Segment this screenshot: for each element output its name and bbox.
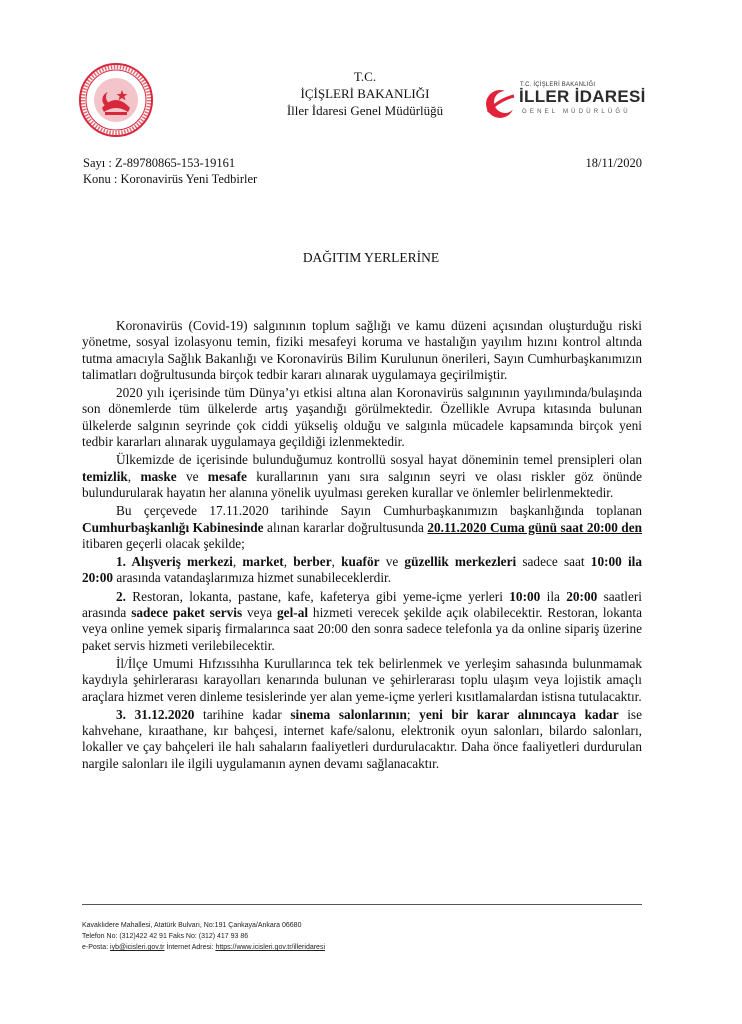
footer-address: Kavaklıdere Mahallesi, Atatürk Bulvarı, No:191 Çankaya/Ankara 06680 [82, 922, 302, 929]
header-ministry: İÇİŞLERİ BAKANLIĞI [300, 86, 430, 101]
logo-sub-text: GENEL MÜDÜRLÜĞÜ [522, 109, 631, 115]
paragraph-5: 1. Alışveriş merkezi, market, berber, kuaför ve güzellik merkezleri sadece saat 10:00 ila 20:00 arasında vatandaşlarımıza hizmet sunabileceklerdir. [82, 554, 643, 586]
ministry-header [250, 68, 480, 119]
email-link[interactable]: iyb@icisleri.gov.tr [110, 944, 165, 951]
document-body [82, 318, 642, 774]
distribution-title: DAĞITIM YERLERİNE [302, 250, 440, 265]
footer [82, 920, 325, 953]
paragraph-7: İl/İlçe Umumi Hıfzıssıhha Kurullarınca tek tek belirlenmek ve yerleşim sahasında bulunmamak kaydıyla şehirlerarası karayolları kenarında bulunan ve şehirlerarası toplu ulaşım veya lojistik amaçlı araçlara hizmet veren dinleme tesislerinde yer alan yeme-içme yerleri kısıtlamalardan istisna tutulacaktır. [82, 655, 642, 704]
document-subject: Konu : Koronavirüs Yeni Tedbirler [83, 172, 258, 186]
logo-top-text: T.C. İÇİŞLERİ BAKANLIĞI [520, 82, 596, 88]
footer-contact: e-Posta: iyb@icisleri.gov.tr İnternet Adresi: https://www.icisleri.gov.tr/illeridaresi [82, 944, 326, 951]
website-link[interactable]: https://www.icisleri.gov.tr/illeridaresi [215, 944, 326, 951]
paragraph-4: Bu çerçevede 17.11.2020 tarihinde Sayın Cumhurbaşkanımızın başkanlığında toplanan Cumhurbaşkanlığı Kabinesinde alınan kararlar doğrultusunda 20.11.2020 Cuma günü saat 20:00 den itibaren geçerli olacak şekilde; [82, 503, 643, 551]
paragraph-8: 3. 31.12.2020 tarihine kadar sinema salonlarının; yeni bir karar alınıncaya kadar ise kahvehane, kıraathane, kır bahçesi, internet kafe/salonu, elektronik oyun salonları, bilardo salonları, lokaller ve çay bahçeleri ile halı sahaların faaliyetleri durdurulacaktır. Daha önce faaliyetleri durdurulan nargile salonları ile ilgili uygulamanın aynen devamı sağlanacaktır. [82, 706, 642, 771]
document-date: 18/11/2020 [585, 156, 642, 170]
ministry-seal-icon [78, 62, 154, 138]
footer-phone: Telefon No: (312)422 42 91 Faks No: (312) 417 93 86 [82, 933, 249, 940]
document-number: Sayı : Z-89780865-153-19161 [83, 156, 236, 170]
footer-divider [82, 904, 642, 905]
paragraph-3: Ülkemizde de içerisinde bulunduğumuz kontrollü sosyal hayat döneminin temel prensipleri olan temizlik, maske ve mesafe kurallarının yanı sıra salgının seyri ve olası riskler göz önünde bulundurularak hayatın her alanına yönelik uyulması gereken kurallar ve önlemler belirlenmektedir. [82, 452, 643, 500]
logo-main-text: İLLER İDARESİ [519, 87, 646, 106]
paragraph-2: 2020 yılı içerisinde tüm Dünya’yı etkisi altına alan Koronavirüs salgınının yayılımında/bulaşında son dönemlerde tüm ülkelerde artış yaşandığı görülmektedir. Özellikle Avrupa kıtasında bulunan ülkelerde salgının seyrinde çok ciddi yükseliş olduğu ve salgınla mücadele kapsamında birçok yeni tedbir kararları alınarak uygulamaya geçildiği izlenmektedir. [82, 385, 642, 450]
paragraph-6: 2. Restoran, lokanta, pastane, kafe, kafeterya gibi yeme-içme yerleri 10:00 ila 20:00 saatleri arasında sadece paket servis veya gel-al hizmeti verecek şekilde açık olabilecektir. Restoran, lokanta veya online yemek sipariş firmalarınca saat 20:00 den sonra sadece telefonla ya da online sipariş üzerine paket servis hizmeti verilebilecektir. [82, 588, 643, 653]
header-tc: T.C. [353, 69, 377, 84]
header-directorate: İller İdaresi Genel Müdürlüğü [286, 103, 444, 118]
paragraph-1: Koronavirüs (Covid-19) salgınının toplum sağlığı ve kamu düzeni açısından oluşturduğu riski yönetme, sosyal izolasyonu temin, fiziki mesafeyi koruma ve hastalığın yayılım hızını kontrol altında tutma amacıyla Sağlık Bakanlığı ve Koronavirüs Bilim Kurulunun önerileri, Sayın Cumhurbaşkanımızın talimatları doğrultusunda birçok tedbir kararı alınarak uygulamaya geçirilmiştir. [82, 318, 642, 382]
